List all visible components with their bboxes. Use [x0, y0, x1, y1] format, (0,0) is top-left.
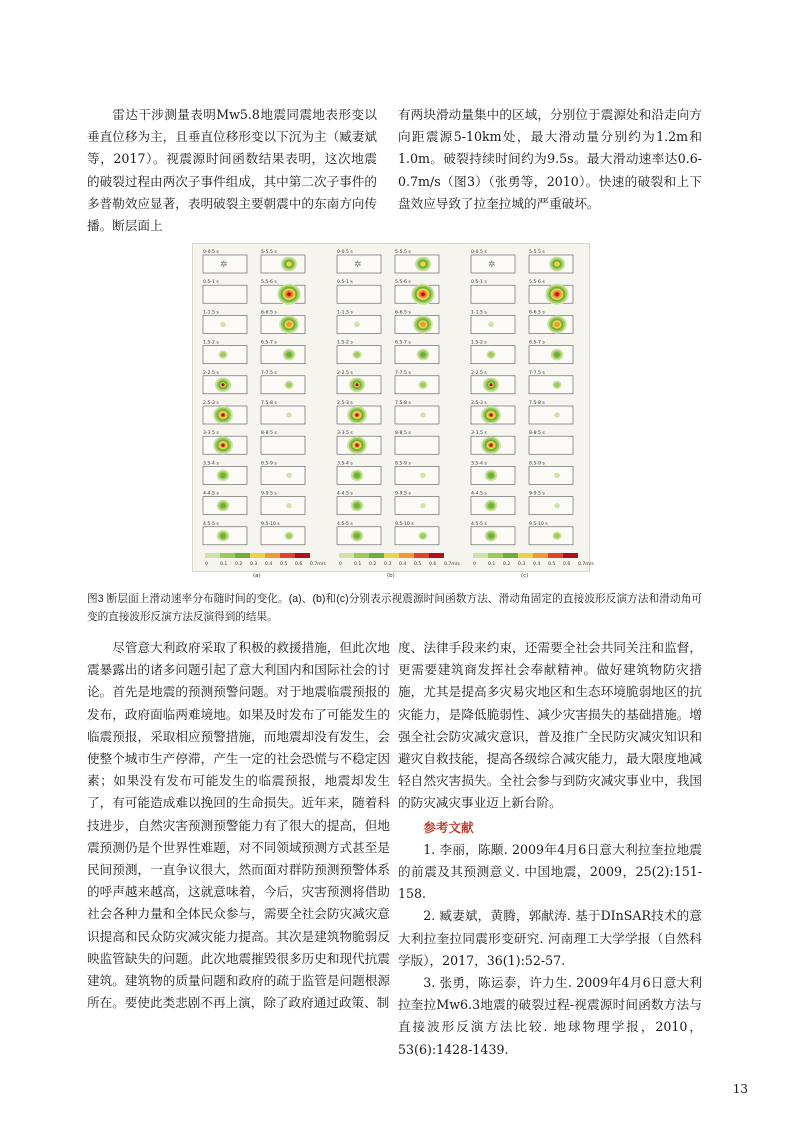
slip-patch-layer [354, 352, 360, 357]
time-label: 4.5-5 s [471, 521, 487, 527]
fault-plane-cell [471, 285, 515, 303]
colorbar-tick: 0.1 [354, 562, 362, 567]
fault-plane-cell [395, 527, 439, 545]
slip-patch-layer [420, 382, 426, 387]
colorbar-segment [384, 553, 399, 558]
time-label: 9-9.5 s [395, 491, 411, 497]
time-label: 2-2.5 s [203, 370, 219, 376]
reference-3: 3. 张勇，陈运泰，许力生. 2009年4月6日意大利拉奎拉Mw6.3地震的破裂过程-视震源时间函数方法与直接波形反演方法比较. 地球物理学报，2010，53(6):1428-1439. [398, 975, 702, 1057]
time-label: 0.5-1 s [471, 280, 487, 286]
time-label: 7-7.5 s [529, 370, 545, 376]
colorbar-segment [235, 553, 250, 558]
fault-plane-cell [261, 406, 305, 424]
colorbar-segment [280, 553, 295, 558]
slip-patch-layer [554, 412, 560, 417]
slip-patch-layer [488, 503, 494, 508]
time-label: 7-7.5 s [261, 370, 277, 376]
time-label: 9.5-10 s [395, 521, 414, 527]
time-label: 2.5-3 s [337, 401, 353, 406]
slip-patch-layer [354, 533, 360, 538]
fault-plane-cell [529, 406, 573, 424]
time-label: 0-0.5 s [337, 250, 353, 255]
time-label: 2.5-3 s [471, 401, 487, 406]
slip-patch-core [355, 413, 358, 416]
time-label: 2.5-3 s [203, 401, 219, 406]
time-label: 7.5-8 s [261, 401, 277, 406]
time-label: 4-4.5 s [337, 491, 353, 497]
fault-plane-cell [529, 527, 573, 545]
slip-patch-layer [420, 352, 426, 357]
slip-patch-layer [488, 352, 494, 357]
reference-1: 1. 李丽，陈颙. 2009年4月6日意大利拉奎拉地震的前震及其预测意义. 中国地震，2009，25(2):151-158. [398, 841, 702, 902]
slip-patch-core [489, 413, 492, 416]
references-title: 参考文献 [423, 819, 474, 835]
panel-label: (c) [521, 573, 529, 579]
fault-plane-cell [395, 436, 439, 454]
time-label: 9-9.5 s [529, 491, 545, 497]
slip-patch-layer [420, 261, 426, 266]
colorbar-segment [369, 553, 384, 558]
time-label: 8.5-9 s [395, 461, 411, 467]
fault-plane-cell [261, 497, 305, 515]
slip-patch-layer [354, 322, 360, 327]
colorbar-tick: 0.7m/s [444, 562, 460, 567]
page-number: 13 [732, 1082, 748, 1096]
slip-patch-core [221, 413, 224, 416]
panel-b [337, 249, 460, 579]
slip-patch-layer [286, 473, 292, 478]
bottom-left-column [87, 637, 390, 1014]
hypocenter-star: ✲ [220, 260, 228, 270]
time-label: 5.5-6 s [395, 280, 411, 286]
fault-plane-cell [529, 436, 573, 454]
slip-patch-layer [554, 473, 560, 478]
slip-patch-layer [554, 261, 560, 266]
slip-patch-layer [554, 382, 560, 387]
colorbar-tick: 0.6 [563, 562, 571, 567]
colorbar-tick: 0.7m/s [578, 562, 594, 567]
colorbar-segment [295, 553, 310, 558]
time-label: 4-4.5 s [471, 491, 487, 497]
fault-plane-cell [261, 436, 305, 454]
slip-patch-core [489, 383, 492, 386]
colorbar-segment [399, 553, 414, 558]
slip-patch-layer [286, 412, 292, 417]
time-label: 0.5-1 s [203, 280, 219, 286]
time-label: 2-2.5 s [337, 370, 353, 376]
time-label: 0-0.5 s [471, 250, 487, 255]
slip-patch-layer [420, 322, 426, 327]
fault-plane-cell [529, 497, 573, 515]
slip-rate-figure [193, 244, 594, 584]
slip-patch-layer [488, 533, 494, 538]
time-label: 9.5-10 s [261, 521, 280, 527]
panel-a [203, 249, 326, 579]
colorbar-tick: 0.1 [220, 562, 228, 567]
time-label: 4.5-5 s [203, 521, 219, 527]
slip-patch-core [555, 293, 558, 296]
slip-patch-layer [420, 533, 426, 538]
colorbar-segment [488, 553, 503, 558]
slip-patch-layer [220, 533, 226, 538]
slip-patch-layer [554, 352, 560, 357]
time-label: 6-6.5 s [529, 310, 545, 316]
colorbar-tick: 0.4 [533, 562, 541, 567]
time-label: 8-8.5 s [261, 431, 277, 437]
slip-patch-layer [220, 352, 226, 357]
fault-plane-cell [337, 285, 381, 303]
slip-patch-layer [220, 503, 226, 508]
colorbar-tick: 0.1 [488, 562, 496, 567]
fault-plane-cell [261, 376, 305, 394]
slip-patch-layer [420, 503, 426, 508]
slip-patch-layer [354, 503, 360, 508]
time-label: 6.5-7 s [395, 340, 411, 346]
bottom-left-paragraph: 尽管意大利政府采取了积极的救援措施，但此次地震暴露出的诸多问题引起了意大利国内和国际社会的讨论。首先是地震的预测预警问题。对于地震临震预报的发布，政府面临两难境地。如果及时发布了可能发生的临震预报，采取相应预警措施，而地震却没有发生，会使整个城市生产停滞，产生一定的社会恐慌与不稳定因素；如果没有发布可能发生的临震预报，地震却发生了，有可能造成难以挽回的生命损失。近年来，随着科技进步，自然灾害预测预警能力有了很大的提高，但地震预测仍是个世界性难题，对不同领域预测方式甚至是民间预测，一直争议很大，然而面对群防预测预警体系的呼声越来越高，这就意味着，今后，灾害预测将借助社会各种力量和全体民众参与，需要全社会防灾减灾意识提高和民众防灾减灾能力提高。其次是建筑物脆弱反映监管缺失的问题。此次地震摧毁很多历史和现代抗震建筑。建筑物的质量问题和政府的疏于监管是问题根源所在。要使此类悲剧不再上演，除了政府通过政策、制 [87, 640, 390, 1011]
colorbar-segment [220, 553, 235, 558]
time-label: 8.5-9 s [529, 461, 545, 467]
slip-patch-layer [354, 473, 360, 478]
colorbar-tick: 0.3 [518, 562, 526, 567]
colorbar-tick: 0.6 [429, 562, 437, 567]
slip-patch-layer [420, 473, 426, 478]
slip-patch-core [421, 293, 424, 296]
panel-label: (a) [253, 573, 261, 579]
fault-plane-cell [529, 376, 573, 394]
colorbar-tick: 0 [473, 562, 476, 567]
time-label: 4-4.5 s [203, 491, 219, 497]
slip-patch-layer [220, 473, 226, 478]
time-label: 1-1.5 s [471, 310, 487, 316]
time-label: 7.5-8 s [395, 401, 411, 406]
fault-plane-cell [203, 285, 247, 303]
top-right-column [398, 104, 702, 215]
colorbar-segment [533, 553, 548, 558]
colorbar-segment [429, 553, 444, 558]
figure-3 [192, 243, 594, 579]
reference-2: 2. 臧妻斌，黄腾，郭献涛. 基于DInSAR技术的意大利拉奎拉同震形变研究. 河南理工大学学报（自然科学版），2017，36(1):52-57. [398, 908, 702, 968]
slip-patch-core [489, 444, 492, 447]
slip-patch-core [355, 444, 358, 447]
time-label: 1-1.5 s [337, 310, 353, 316]
slip-patch-layer [554, 322, 560, 327]
colorbar-tick: 0.3 [384, 562, 392, 567]
colorbar-segment [265, 553, 280, 558]
time-label: 3.5-4 s [471, 461, 487, 467]
colorbar-tick: 0.7m/s [310, 562, 326, 567]
colorbar-tick: 0.5 [548, 562, 556, 567]
time-label: 6-6.5 s [395, 310, 411, 316]
colorbar-segment [354, 553, 369, 558]
time-label: 1.5-2 s [203, 340, 219, 346]
slip-patch-core [355, 383, 358, 386]
time-label: 3-3.5 s [203, 431, 219, 437]
hypocenter-star: ✲ [354, 260, 362, 270]
time-label: 1.5-2 s [337, 340, 353, 346]
bottom-right-column [398, 637, 702, 1061]
top-right-paragraph: 有两块滑动量集中的区域，分别位于震源处和沿走向方向距震源5-10km处，最大滑动量分别约为1.2m和1.0m。破裂持续时间约为9.5s。最大滑动速率达0.6-0.7m/s（图3）（张勇等，2010）。快速的破裂和上下盘效应导致了拉奎拉城的严重破坏。 [398, 107, 702, 211]
hypocenter-star: ✲ [488, 260, 496, 270]
slip-patch-layer [286, 382, 292, 387]
fault-plane-cell [261, 466, 305, 484]
slip-patch-layer [286, 503, 292, 508]
colorbar-tick: 0.2 [503, 562, 511, 567]
colorbar-tick: 0.5 [414, 562, 422, 567]
top-left-paragraph: 雷达干涉测量表明Mw5.8地震同震地表形变以垂直位移为主，且垂直位移形变以下沉为主（臧妻斌等，2017）。视震源时间函数结果表明，这次地震的破裂过程由两次子事件组成，其中第二次子事件的多普勒效应显著，表明破裂主要朝震中的东南方向传播。断层面上 [87, 107, 377, 234]
slip-patch-core [221, 444, 224, 447]
colorbar-segment [250, 553, 265, 558]
time-label: 8.5-9 s [261, 461, 277, 467]
colorbar-segment [518, 553, 533, 558]
colorbar-tick: 0.5 [280, 562, 288, 567]
time-label: 5-5.5 s [261, 250, 277, 255]
time-label: 6-6.5 s [261, 310, 277, 316]
colorbar-segment [414, 553, 429, 558]
time-label: 1.5-2 s [471, 340, 487, 346]
panel-label: (b) [387, 573, 395, 579]
fault-plane-cell [395, 497, 439, 515]
colorbar-tick: 0.2 [235, 562, 243, 567]
colorbar-tick: 0.4 [265, 562, 273, 567]
colorbar-tick: 0 [339, 562, 342, 567]
colorbar-tick: 0.4 [399, 562, 407, 567]
colorbar-segment [503, 553, 518, 558]
fault-plane-cell [395, 406, 439, 424]
time-label: 5.5-6 s [261, 280, 277, 286]
time-label: 5-5.5 s [395, 250, 411, 255]
fault-plane-cell [395, 466, 439, 484]
panel-c [471, 249, 594, 579]
slip-patch-layer [286, 352, 292, 357]
fault-plane-cell [529, 466, 573, 484]
fault-plane-cell [395, 376, 439, 394]
time-label: 9-9.5 s [261, 491, 277, 497]
colorbar-tick: 0.2 [369, 562, 377, 567]
colorbar-segment [473, 553, 488, 558]
bottom-right-paragraph: 度、法律手段来约束，还需要全社会共同关注和监督，更需要建筑商发挥社会奉献精神。做好建筑物防灾措施，尤其是提高多灾易灾地区和生态环境脆弱地区的抗灾能力，是降低脆弱性、减少灾害损失的基础措施。增强全社会防灾减灾意识，普及推广全民防灾减灾知识和避灾自救技能，提高各级综合减灾能力，最大限度地减轻自然灾害损失。全社会参与到防灾减灾事业中，我国的防灾减灾事业迈上新台阶。 [398, 640, 702, 811]
time-label: 3.5-4 s [203, 461, 219, 467]
time-label: 6.5-7 s [529, 340, 545, 346]
time-label: 3.5-4 s [337, 461, 353, 467]
slip-patch-layer [488, 473, 494, 478]
top-left-column [87, 104, 377, 237]
slip-patch-core [287, 293, 290, 296]
colorbar-tick: 0.3 [250, 562, 258, 567]
colorbar-tick: 0 [205, 562, 208, 567]
time-label: 7-7.5 s [395, 370, 411, 376]
fault-plane-cell [261, 527, 305, 545]
time-label: 4.5-5 s [337, 521, 353, 527]
time-label: 3-3.5 s [471, 431, 487, 437]
slip-patch-layer [286, 322, 292, 327]
slip-patch-layer [554, 503, 560, 508]
time-label: 2-2.5 s [471, 370, 487, 376]
slip-patch-layer [554, 533, 560, 538]
time-label: 0-0.5 s [203, 250, 219, 255]
figure-caption: 图3 断层面上滑动速率分布随时间的变化。(a)、(b)和(c)分别表示视震源时间函数方法、滑动角固定的直接波形反演方法和滑动角可变的直接波形反演方法反演得到的结果。 [87, 593, 702, 623]
time-label: 0.5-1 s [337, 280, 353, 286]
slip-patch-layer [488, 322, 494, 327]
colorbar-tick: 0.6 [295, 562, 303, 567]
time-label: 7.5-8 s [529, 401, 545, 406]
time-label: 1-1.5 s [203, 310, 219, 316]
time-label: 5.5-6 s [529, 280, 545, 286]
colorbar-segment [339, 553, 354, 558]
time-label: 6.5-7 s [261, 340, 277, 346]
colorbar-segment [548, 553, 563, 558]
slip-patch-layer [420, 412, 426, 417]
slip-patch-layer [220, 322, 226, 327]
slip-patch-layer [286, 261, 292, 266]
time-label: 9.5-10 s [529, 521, 548, 527]
time-label: 8-8.5 s [529, 431, 545, 437]
time-label: 5-5.5 s [529, 250, 545, 255]
slip-patch-core [221, 383, 224, 386]
time-label: 8-8.5 s [395, 431, 411, 437]
colorbar-segment [563, 553, 578, 558]
colorbar-segment [205, 553, 220, 558]
time-label: 3-3.5 s [337, 431, 353, 437]
slip-patch-layer [286, 533, 292, 538]
